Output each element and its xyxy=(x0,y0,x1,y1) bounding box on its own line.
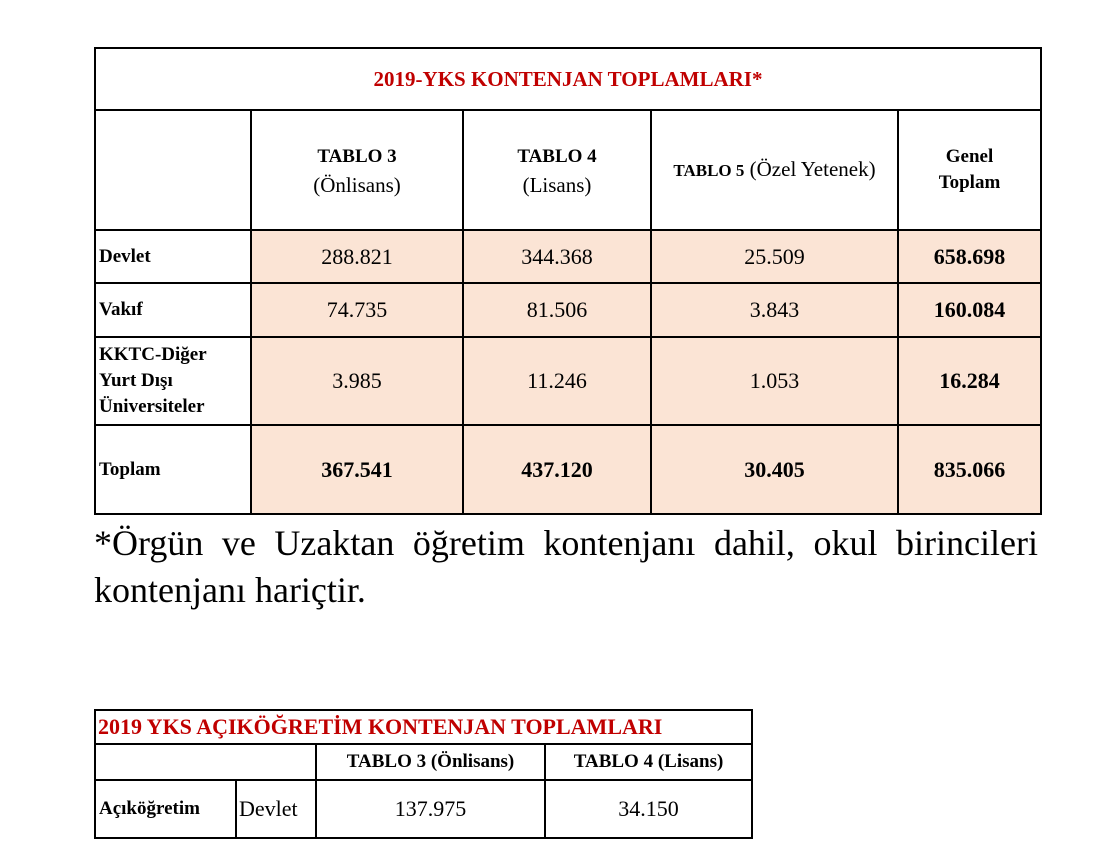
cell: 1.053 xyxy=(651,337,898,425)
row-label: KKTC-Diğer Yurt Dışı Üniversiteler xyxy=(95,337,251,425)
header-tablo5-sub: (Özel Yetenek) xyxy=(749,157,876,181)
header-genel-toplam xyxy=(898,110,1041,230)
header-tablo4-title: TABLO 4 xyxy=(517,146,597,167)
header-tablo5 xyxy=(651,110,898,230)
cell: 34.150 xyxy=(545,780,752,838)
row-label: Açıköğretim xyxy=(95,780,236,838)
header-tablo4 xyxy=(463,110,651,230)
table-row xyxy=(95,283,1041,337)
table-row xyxy=(95,337,1041,425)
table-title: 2019-YKS KONTENJAN TOPLAMLARI* xyxy=(95,48,1041,110)
row-label: Vakıf xyxy=(95,283,251,337)
table-row xyxy=(95,230,1041,283)
cell: 288.821 xyxy=(251,230,463,283)
cell-total: 16.284 xyxy=(898,337,1041,425)
cell-total: 30.405 xyxy=(651,425,898,514)
yks-quota-table xyxy=(94,47,1042,515)
row-label: Devlet xyxy=(95,230,251,283)
cell-total: 367.541 xyxy=(251,425,463,514)
header-genel-toplam-title: Genel Toplam xyxy=(938,146,1001,193)
cell: 81.506 xyxy=(463,283,651,337)
table-title: 2019 YKS AÇIKÖĞRETİM KONTENJAN TOPLAMLARI xyxy=(95,710,752,744)
header-tablo5-title: TABLO 5 xyxy=(673,161,745,180)
cell: 74.735 xyxy=(251,283,463,337)
cell: 3.843 xyxy=(651,283,898,337)
header-tablo3 xyxy=(251,110,463,230)
cell: 344.368 xyxy=(463,230,651,283)
header-tablo3-sub: (Önlisans) xyxy=(313,173,401,197)
cell-total: 160.084 xyxy=(898,283,1041,337)
row-sublabel: Devlet xyxy=(236,780,316,838)
cell: 137.975 xyxy=(316,780,545,838)
header-tablo4-sub: (Lisans) xyxy=(522,173,592,197)
header-corner xyxy=(95,744,316,780)
acikogretim-quota-table xyxy=(94,709,753,839)
header-tablo3: TABLO 3 (Önlisans) xyxy=(316,744,545,780)
header-tablo3-title: TABLO 3 xyxy=(317,146,397,167)
cell-total: 658.698 xyxy=(898,230,1041,283)
cell-total: 437.120 xyxy=(463,425,651,514)
cell: 3.985 xyxy=(251,337,463,425)
cell: 25.509 xyxy=(651,230,898,283)
footnote: *Örgün ve Uzaktan öğretim kontenjanı dahil, okul birincileri kontenjanı hariçtir. xyxy=(94,523,1038,610)
header-tablo4: TABLO 4 (Lisans) xyxy=(545,744,752,780)
table-row-total xyxy=(95,425,1041,514)
cell-total: 835.066 xyxy=(898,425,1041,514)
header-corner xyxy=(95,110,251,230)
header-row xyxy=(95,110,1041,230)
table-row xyxy=(95,780,752,838)
row-label: Toplam xyxy=(95,425,251,514)
header-row xyxy=(95,744,752,780)
cell: 11.246 xyxy=(463,337,651,425)
